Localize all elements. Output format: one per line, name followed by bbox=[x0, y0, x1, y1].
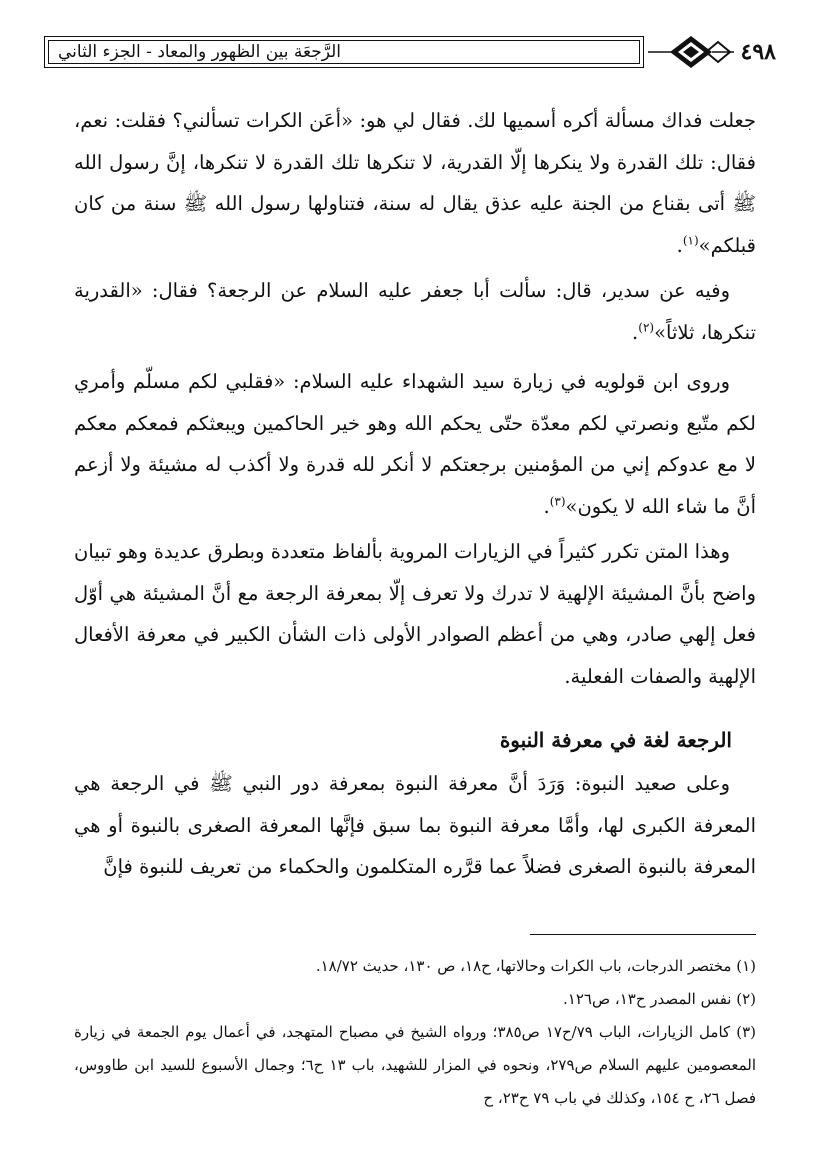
footnote-ref-3: (٣) bbox=[549, 494, 566, 508]
paragraph-3-text: وروى ابن قولويه في زيارة سيد الشهداء عليه السلام: «فقلبي لكم مسلّم وأمري لكم متّبع ونصرتي لكم معدّة حتّى يحكم الله وهو خير الحاكمين ويبعثكم فمعكم معكم لا مع عدوكم إني من المؤمنين برجعتكم لا أنكر لله قدرة ولا أكذب له مشيئة ولا أزعم أنَّ ما شاء الله لا يكون» bbox=[74, 370, 756, 518]
header-ornament-icon bbox=[648, 30, 734, 74]
paragraph-1 bbox=[74, 100, 756, 266]
footnotes bbox=[74, 950, 756, 1115]
paragraph-1-end: . bbox=[676, 233, 683, 257]
footnote-3: (٣) كامل الزيارات، الباب ٧٩/ح١٧ ص٣٨٥؛ ورواه الشيخ في مصباح المتهجد، في أعمال يوم الجمعة في زيارة المعصومين عليهم السلام ص٢٧٩، ونحوه في المزار للشهيد، باب ١٣ ح٦؛ وجمال الأسبوع للسيد ابن طاووس، فصل ٢٦، ح ١٥٤، وكذلك في باب ٧٩ ح٢٣، ح bbox=[74, 1023, 757, 1107]
paragraph-1-text: جعلت فداك مسألة أكره أسميها لك. فقال لي هو: «أعَن الكرات تسألني؟ فقلت: نعم، فقال: تلك القدرة ولا ينكرها إلّا القدرية، لا تنكرها تلك القدرة لا تنكرها، إنَّ رسول الله ﷺ أتى بقناع من الجنة عليه عذق يقال له سنة، فتناولها رسول الله ﷺ سنة من كان قبلكم» bbox=[74, 109, 756, 257]
paragraph-2-end: . bbox=[632, 320, 639, 344]
paragraph-2-text: وفيه عن سدير، قال: سألت أبا جعفر عليه السلام عن الرجعة؟ فقال: «القدرية تنكرها، ثلاثاً» bbox=[74, 279, 756, 344]
footnote-1: (١) مختصر الدرجات، باب الكرات وحالاتها، ح١٨، ص ١٣٠، حديث ١٨/٧٢. bbox=[315, 957, 756, 975]
paragraph-3 bbox=[74, 361, 756, 527]
running-title: الرَّجعَة بين الظهور والمعاد - الجزء الثاني bbox=[58, 42, 342, 62]
footnote-separator bbox=[530, 934, 756, 935]
paragraph-4: وهذا المتن تكرر كثيراً في الزيارات المروية بألفاظ متعددة وبطرق عديدة وهو تبيان واضح بأنَّ المشيئة الإلهية لا تدرك ولا تعرف إلّا بمعرفة الرجعة مع أنَّ المشيئة هي أوّل فعل إلهي صادر، وهي من أعظم الصوادر الأولى ذات الشأن الكبير في معرفة الأفعال الإلهية والصفات الفعلية. bbox=[74, 540, 756, 688]
footnote-2: (٢) نفس المصدر ح١٣، ص١٢٦. bbox=[562, 990, 756, 1008]
main-text bbox=[74, 100, 756, 892]
paragraph-5: وعلى صعيد النبوة: وَرَدَ أنَّ معرفة النبوة بمعرفة دور النبي ﷺ في الرجعة هي المعرفة الكبرى لها، وأمَّا معرفة النبوة بما سبق فإنَّها المعرفة الصغرى بالنبوة أو هي المعرفة بالنبوة الصغرى فضلاً عما قرَّره المتكلمون والحكماء من تعريف للنبوة فإنَّ bbox=[74, 772, 756, 878]
paragraph-3-end: . bbox=[543, 494, 550, 518]
paragraph-2 bbox=[74, 270, 756, 353]
page-header bbox=[44, 30, 776, 74]
section-heading: الرجعة لغة في معرفة النبوة bbox=[499, 728, 732, 752]
footnote-ref-2: (٢) bbox=[638, 320, 655, 334]
footnote-ref-1: (١) bbox=[682, 233, 699, 247]
page-number: ٤٩٨ bbox=[740, 39, 776, 65]
